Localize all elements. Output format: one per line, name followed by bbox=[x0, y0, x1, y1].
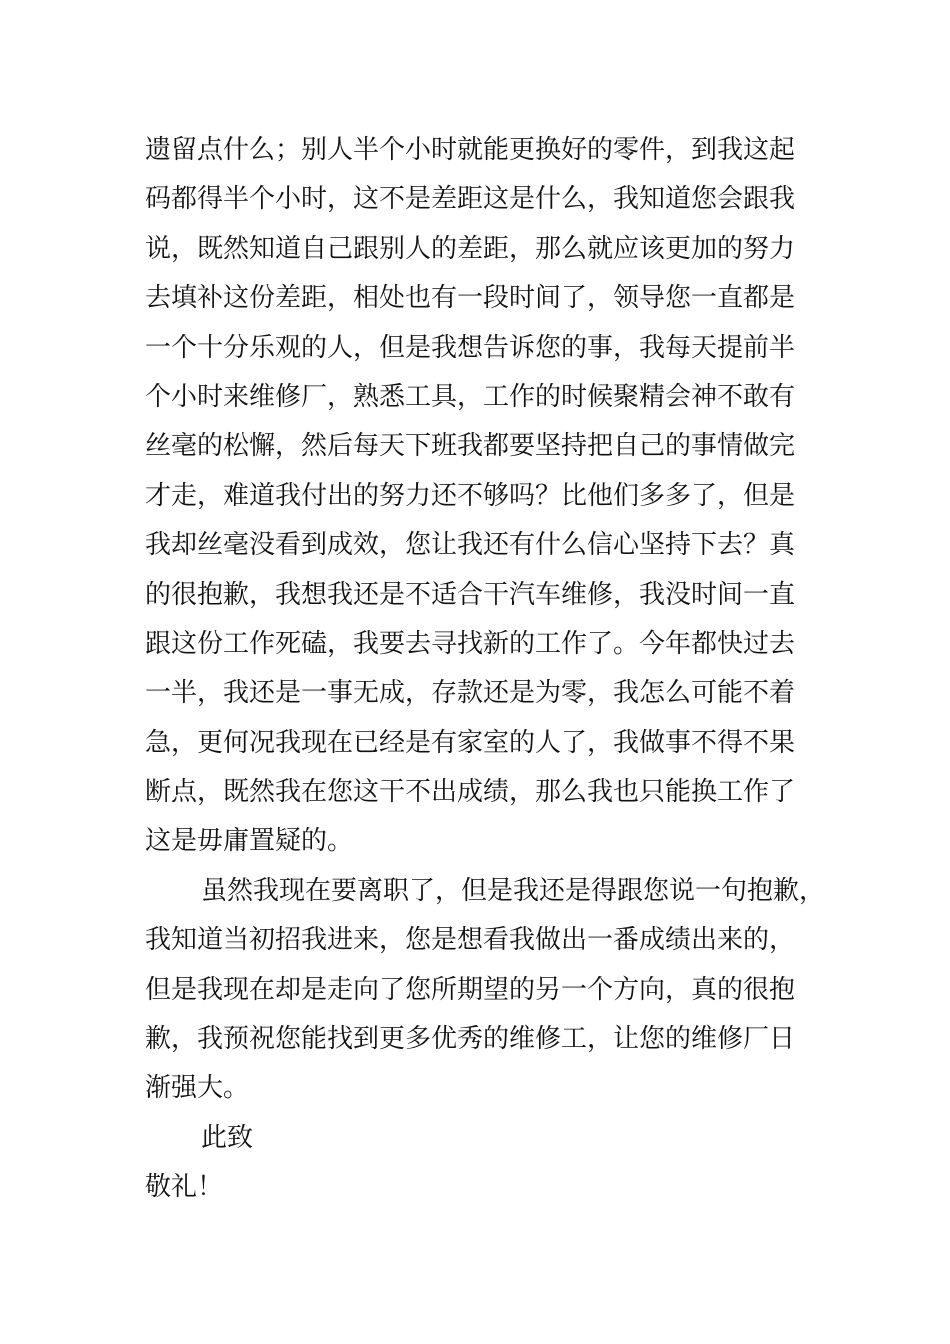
paragraph-2 bbox=[145, 867, 845, 1114]
text-line: 丝毫的松懈，然后每天下班我都要坚持把自己的事情做完 bbox=[145, 431, 796, 462]
text-line: 个小时来维修厂，熟悉工具，工作的时候聚精会神不敢有 bbox=[145, 381, 796, 412]
text-line: 才走，难道我付出的努力还不够吗？比他们多多了，但是 bbox=[145, 480, 796, 511]
text-line: 一半，我还是一事无成，存款还是为零，我怎么可能不着 bbox=[145, 678, 796, 709]
paragraph-1 bbox=[145, 126, 845, 867]
text-line: 码都得半个小时，这不是差距这是什么，我知道您会跟我 bbox=[145, 184, 796, 215]
text-line: 一个十分乐观的人，但是我想告诉您的事，我每天提前半 bbox=[145, 332, 796, 363]
closing-line: 此致 bbox=[201, 1122, 254, 1153]
text-line: 虽然我现在要离职了，但是我还是得跟您说一句抱歉， bbox=[201, 875, 826, 906]
text-line: 我知道当初招我进来，您是想看我做出一番成绩出来的， bbox=[145, 925, 796, 956]
text-line: 说，既然知道自己跟别人的差距，那么就应该更加的努力 bbox=[145, 233, 796, 264]
text-line: 我却丝毫没看到成效，您让我还有什么信心坚持下去？真 bbox=[145, 530, 796, 561]
text-line: 急，更何况我现在已经是有家室的人了，我做事不得不果 bbox=[145, 727, 796, 758]
closing-regards bbox=[145, 1163, 845, 1212]
text-line: 但是我现在却是走向了您所期望的另一个方向，真的很抱 bbox=[145, 974, 796, 1005]
text-line: 跟这份工作死磕，我要去寻找新的工作了。今年都快过去 bbox=[145, 628, 796, 659]
letter-body bbox=[145, 126, 845, 1213]
text-line: 遗留点什么；别人半个小时就能更换好的零件，到我这起 bbox=[145, 135, 796, 165]
regards-line: 敬礼！ bbox=[145, 1172, 224, 1203]
text-line: 去填补这份差距，相处也有一段时间了，领导您一直都是 bbox=[145, 283, 796, 314]
text-line: 的很抱歉，我想我还是不适合干汽车维修，我没时间一直 bbox=[145, 579, 796, 610]
text-line: 这是毋庸置疑的。 bbox=[145, 826, 354, 857]
closing-salutation bbox=[145, 1114, 845, 1163]
text-line: 断点，既然我在您这干不出成绩，那么我也只能换工作了 bbox=[145, 777, 796, 808]
text-line: 歉，我预祝您能找到更多优秀的维修工，让您的维修厂日 bbox=[145, 1024, 796, 1055]
text-line: 渐强大。 bbox=[145, 1073, 250, 1104]
